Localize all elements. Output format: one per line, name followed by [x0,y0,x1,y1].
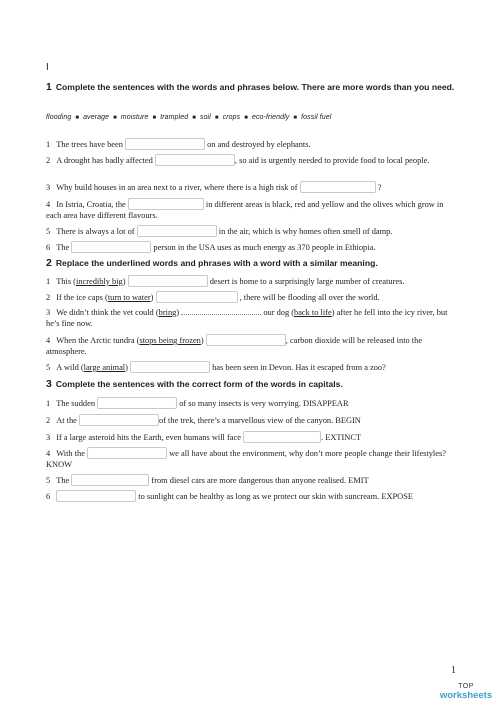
question-text: Why build houses in an area next to a river, where there is a high risk of [56,182,298,192]
underlined-phrase: incredibly big [75,276,123,286]
question-text: to sunlight can be healthy as long as we protect our skin with suncream. EXPOSE [138,491,413,501]
word-separator: ■ [152,115,157,121]
question-text: desert is home to a surprisingly large number of creatures. [209,276,405,286]
question-text: When the Arctic tundra ( [56,335,140,345]
answer-gap[interactable] [87,447,167,459]
section-1-heading [46,80,458,95]
word-bank-item: average [83,114,110,121]
answer-gap[interactable] [300,181,376,193]
answer-gap[interactable] [125,138,205,150]
s2-question-1 [46,276,452,288]
answer-gap[interactable] [243,431,321,443]
question-number: 4 [46,199,51,209]
word-bank-item: flooding [46,114,72,121]
question-number: 3 [46,308,51,317]
word-bank-item: soil [199,114,211,121]
question-text: in different areas is black, red and yellow and the olives which grow in each area have different flavours. [46,199,444,220]
answer-gap[interactable] [79,414,159,426]
word-separator: ■ [293,115,298,121]
page-number: 1 [451,665,456,676]
word-separator: ■ [75,115,80,121]
question-text: A drought has badly affected [56,155,153,165]
word-bank-item: fossil fuel [301,114,332,121]
question-text: ) [122,276,126,286]
question-text: ) [125,362,128,372]
question-text: At the [56,415,77,425]
section-2-number: 2 [46,257,52,269]
question-text: our dog ( [263,308,295,317]
question-text: ) [200,335,204,345]
question-number: 2 [46,415,51,425]
s1-question-2 [46,155,452,167]
question-text: we all have about the environment, why don’t more people change their lifestyles? KNOW [46,448,446,469]
question-number: 5 [46,226,51,236]
question-number: 1 [46,276,51,286]
section-2-heading [46,256,458,271]
question-text: of so many insects is very worrying. DISAPPEAR [179,398,349,408]
word-bank-item: crops [222,114,241,121]
question-text: The [56,475,70,485]
question-text: ) [150,292,154,302]
s2-question-3 [46,308,452,329]
answer-gap[interactable] [71,474,149,486]
underlined-phrase: bring [158,308,177,317]
question-text: ? [377,182,382,192]
s3-question-3 [46,432,452,444]
question-number: 3 [46,432,51,442]
section-3-instruction: Complete the sentences with the correct form of the words in capitals. [55,379,343,389]
question-text: person in the USA uses as much energy as 370 people in Ethiopia. [153,242,376,252]
question-text: , so aid is urgently needed to provide food to local people. [234,155,430,165]
question-text: . EXTINCT [321,432,362,442]
question-text: In Istria, Croatia, the [56,199,126,209]
s3-question-1 [46,398,452,410]
answer-gap[interactable] [130,361,210,373]
answer-gap[interactable] [128,275,208,287]
answer-gap[interactable] [137,225,217,237]
question-text: on and destroyed by elephants. [207,139,311,149]
answer-gap[interactable] [155,154,235,166]
question-text: With the [56,448,85,458]
question-number: 2 [46,155,51,165]
question-number: 4 [46,335,51,345]
s3-question-5 [46,475,452,487]
section-3-heading [46,377,458,392]
question-number: 5 [46,362,51,372]
question-text: from diesel cars are more dangerous than anyone realised. EMIT [151,475,369,485]
question-text: We didn’t think the vet could ( [56,308,159,317]
question-text: The [56,242,70,252]
s2-question-5 [46,362,452,374]
page-marker: I [46,62,49,73]
underlined-phrase: stops being frozen [139,335,201,345]
question-text: This ( [56,276,76,286]
underlined-phrase: turn to water [107,292,151,302]
answer-line[interactable] [181,308,261,315]
question-text: of the trek, there’s a marvellous view of the canyon. BEGIN [158,415,361,425]
answer-gap[interactable] [156,291,238,303]
question-text: If a large asteroid hits the Earth, even humans will face [56,432,241,442]
question-text: The trees have been [56,139,123,149]
s1-question-6 [46,242,452,254]
question-number: 6 [46,242,51,252]
underlined-phrase: back to life [294,308,332,317]
word-bank-item: moisture [120,114,149,121]
s1-question-3 [46,182,452,194]
section-3-number: 3 [46,378,52,390]
s3-question-4 [46,448,452,471]
answer-gap[interactable] [128,198,204,210]
question-text: A wild ( [56,362,84,372]
s3-question-2 [46,415,452,427]
question-text: ) [176,308,180,317]
word-separator: ■ [214,115,219,121]
question-number: 5 [46,475,51,485]
answer-gap[interactable] [56,490,136,502]
question-number: 6 [46,491,51,501]
question-number: 1 [46,139,51,149]
s1-question-1 [46,139,452,151]
question-text: in the air, which is why homes often smell of damp. [218,226,393,236]
question-text: , carbon dioxide will be released into the atmosphere. [46,335,423,356]
section-1-number: 1 [46,81,52,93]
word-bank-item: eco-friendly [251,114,290,121]
answer-gap[interactable] [71,241,151,253]
question-text: There is always a lot of [56,226,135,236]
s3-question-6 [46,491,452,503]
word-separator: ■ [244,115,248,121]
question-text: , there will be flooding all over the world. [239,292,380,302]
logo-top-text: TOP [458,683,474,690]
question-text: The sudden [56,398,96,408]
s2-question-2 [46,292,452,304]
s2-question-4 [46,335,452,358]
question-number: 1 [46,398,51,408]
question-text: has been seen in Devon. Has it escaped from a zoo? [212,362,386,372]
word-separator: ■ [113,115,117,121]
question-number: 3 [46,182,51,192]
section-2-instruction: Replace the underlined words and phrases with a word with a similar meaning. [55,258,378,268]
word-bank-item: trampled [160,114,189,121]
underlined-phrase: large animal [83,362,126,372]
topworksheets-logo[interactable] [436,682,496,700]
s1-question-4 [46,199,452,222]
question-number: 2 [46,292,51,302]
question-number: 4 [46,448,51,458]
section-1-instruction: Complete the sentences with the words and phrases below. There are more words than you need. [55,82,455,92]
logo-bottom-text: worksheets [439,690,493,701]
question-text: If the ice caps ( [56,292,108,302]
word-bank [46,114,331,121]
answer-gap[interactable] [97,397,177,409]
answer-gap[interactable] [206,334,286,346]
word-separator: ■ [192,115,196,121]
question-text: ) after he fell into the icy river, but he’s fine now. [46,308,448,328]
s1-question-5 [46,226,452,238]
